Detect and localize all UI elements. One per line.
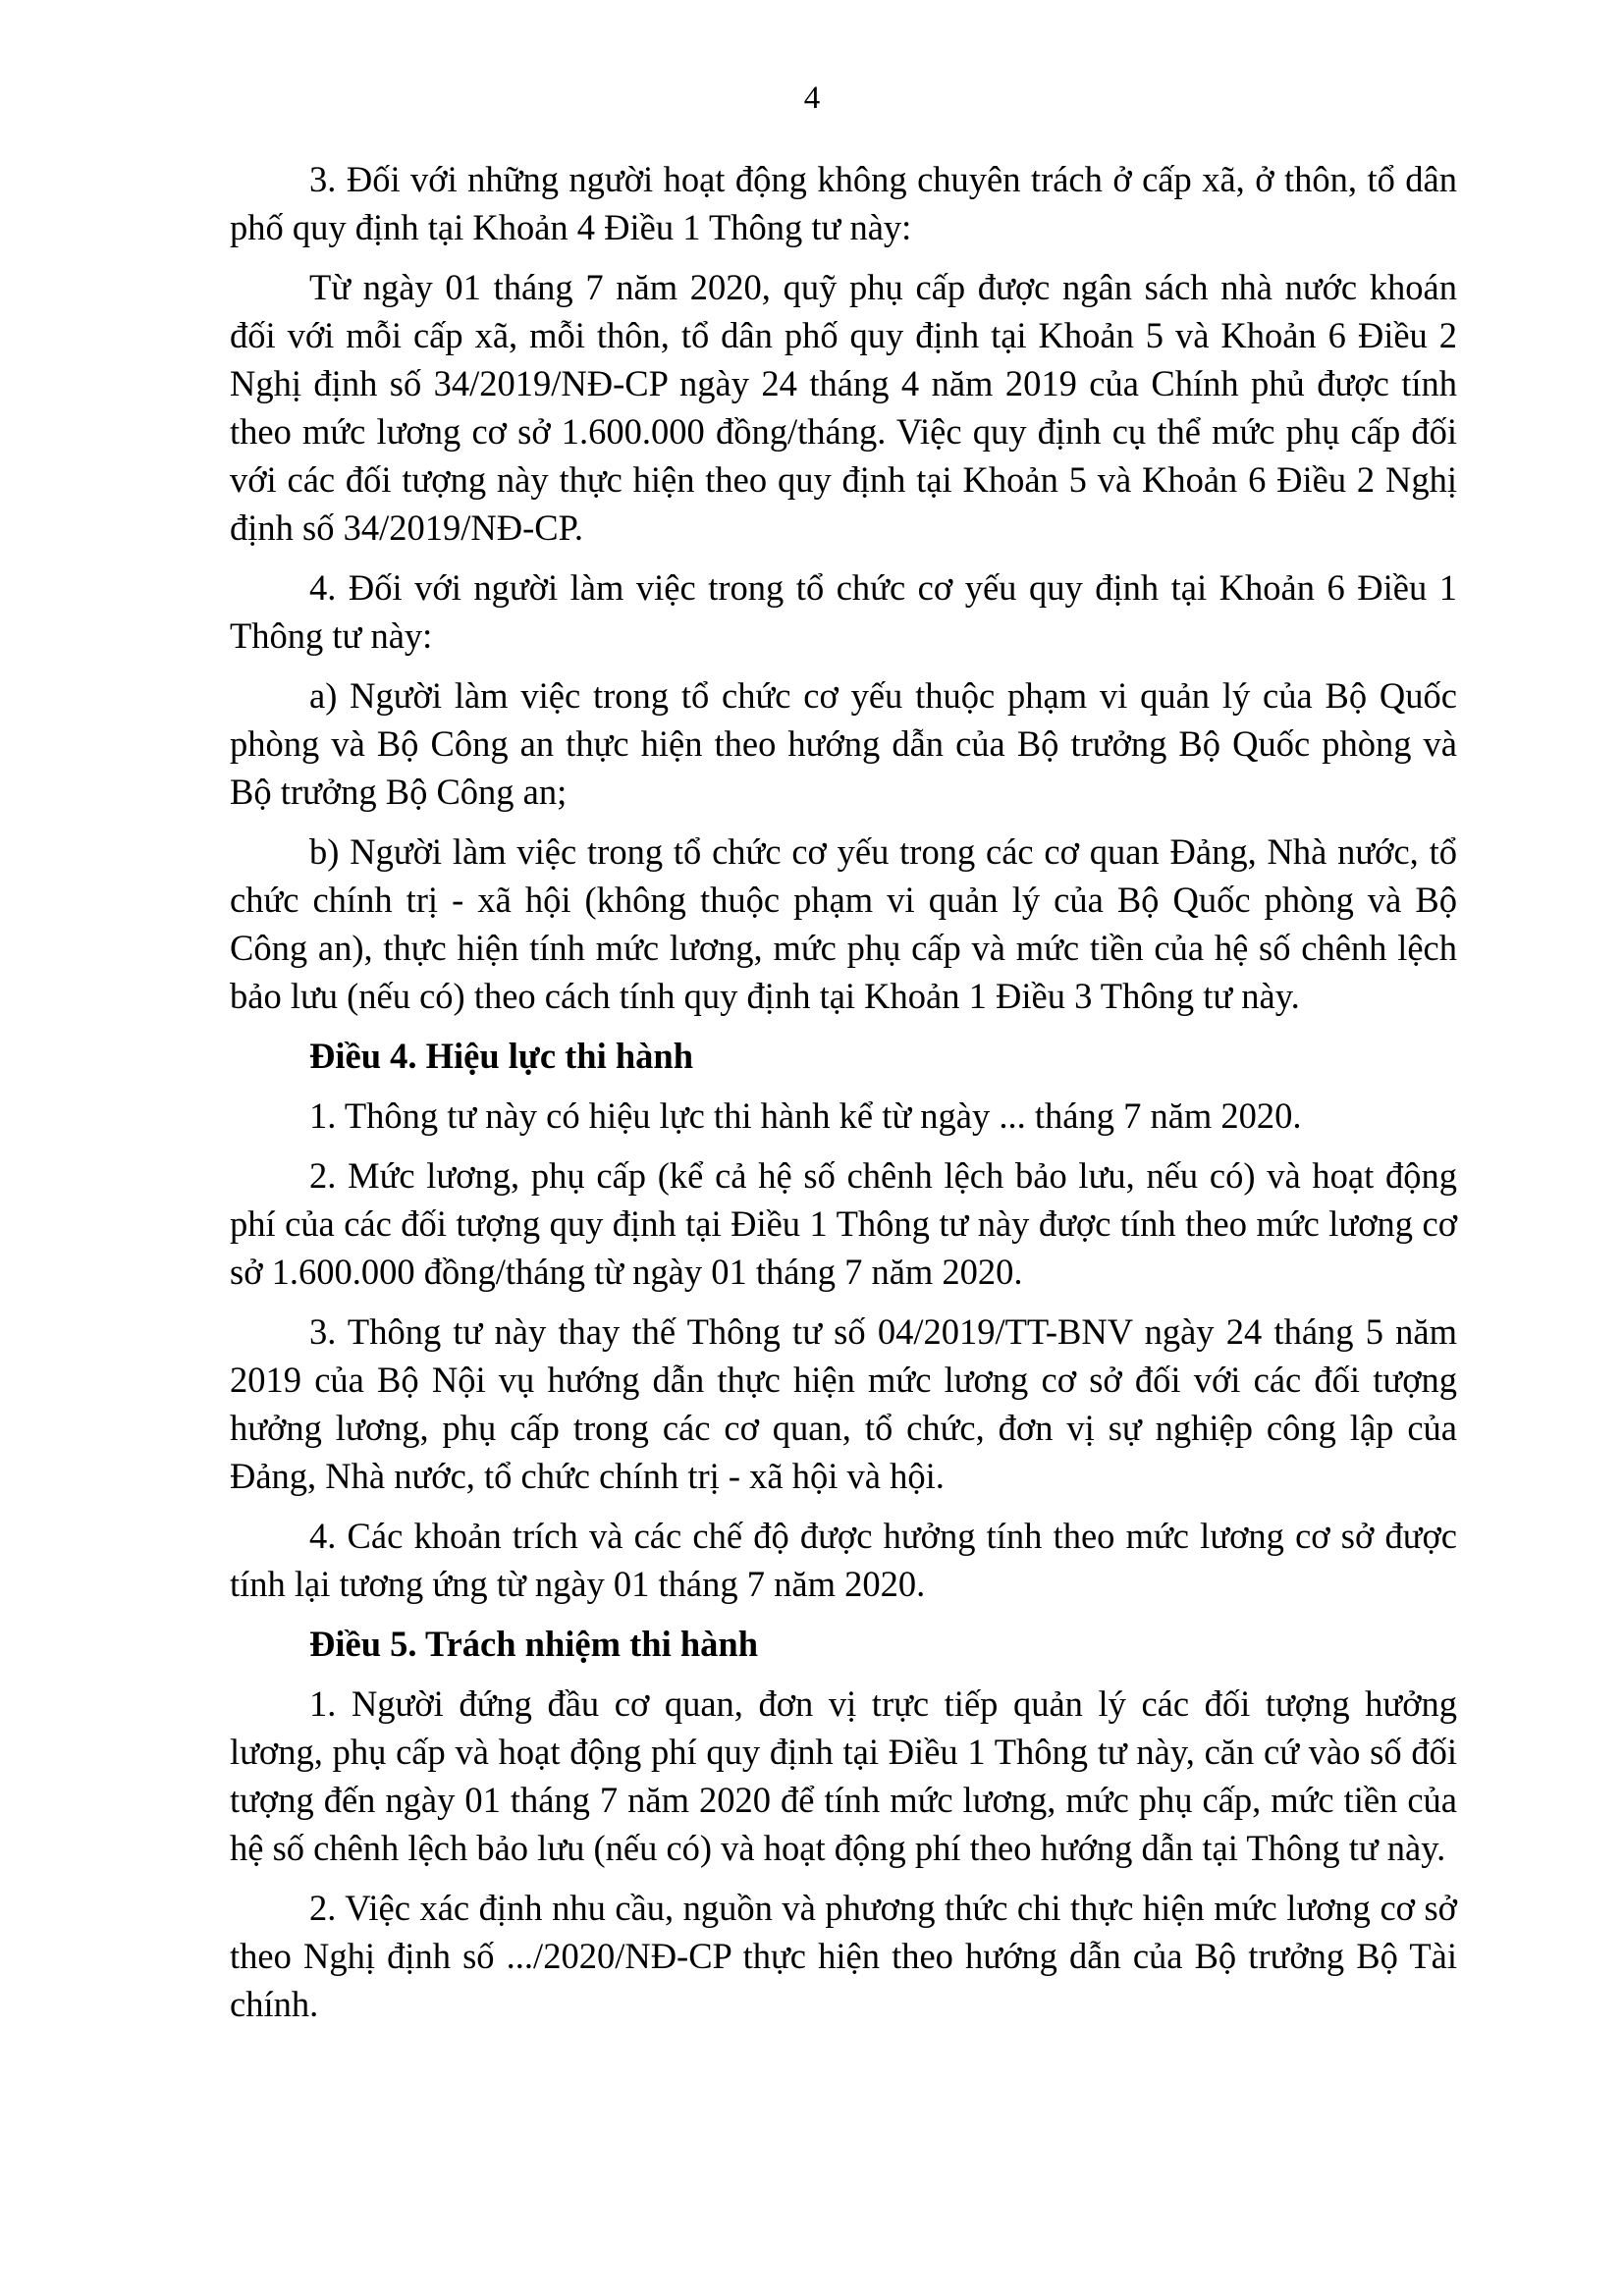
paragraph-allowance-fund: Từ ngày 01 tháng 7 năm 2020, quỹ phụ cấp được ngân sách nhà nước khoán đối với mỗi cấp xã, mỗi thôn, tổ dân phố quy định tại Khoản 5 và Khoản 6 Điều 2 Nghị định số 34/2019/NĐ-CP ngày 24 tháng 4 năm 2019 của Chính phủ được tính theo mức lương cơ sở 1.600.000 đồng/tháng. Việc quy định cụ thể mức phụ cấp đối với các đối tượng này thực hiện theo quy định tại Khoản 5 và Khoản 6 Điều 2 Nghị định số 34/2019/NĐ-CP.	[230, 267, 1457, 548]
paragraph-4b: b) Người làm việc trong tổ chức cơ yếu trong các cơ quan Đảng, Nhà nước, tổ chức chính trị - xã hội (không thuộc phạm vi quản lý của Bộ Quốc phòng và Bộ Công an), thực hiện tính mức lương, mức phụ cấp và mức tiền của hệ số chênh lệch bảo lưu (nếu có) theo cách tính quy định tại Khoản 1 Điều 3 Thông tư này.	[230, 831, 1457, 1016]
paragraph-3-non-specialized-workers: 3. Đối với những người hoạt động không chuyên trách ở cấp xã, ở thôn, tổ dân phố quy định tại Khoản 4 Điều 1 Thông tư này:	[230, 159, 1457, 247]
article-4-clause-2: 2. Mức lương, phụ cấp (kể cả hệ số chênh lệch bảo lưu, nếu có) và hoạt động phí của các đối tượng quy định tại Điều 1 Thông tư này được tính theo mức lương cơ sở 1.600.000 đồng/tháng từ ngày 01 tháng 7 năm 2020.	[230, 1155, 1457, 1292]
page-number: 4	[803, 80, 821, 116]
article-5-heading: Điều 5. Trách nhiệm thi hành	[309, 1624, 759, 1664]
document-body	[230, 155, 1457, 2040]
article-4-clause-4: 4. Các khoản trích và các chế độ được hưởng tính theo mức lương cơ sở được tính lại tương ứng từ ngày 01 tháng 7 năm 2020.	[230, 1516, 1457, 1604]
article-4-heading: Điều 4. Hiệu lực thi hành	[309, 1036, 694, 1076]
article-4-clause-3: 3. Thông tư này thay thế Thông tư số 04/2019/TT-BNV ngày 24 tháng 5 năm 2019 của Bộ Nội vụ hướng dẫn thực hiện mức lương cơ sở đối với các đối tượng hưởng lương, phụ cấp trong các cơ quan, tổ chức, đơn vị sự nghiệp công lập của Đảng, Nhà nước, tổ chức chính trị - xã hội và hội.	[230, 1311, 1457, 1496]
paragraph-4-cipher-workers: 4. Đối với người làm việc trong tổ chức cơ yếu quy định tại Khoản 6 Điều 1 Thông tư này:	[230, 567, 1457, 656]
article-5-clause-2: 2. Việc xác định nhu cầu, nguồn và phương thức chi thực hiện mức lương cơ sở theo Nghị định số .../2020/NĐ-CP thực hiện theo hướng dẫn của Bộ trưởng Bộ Tài chính.	[230, 1888, 1457, 2024]
article-4-clause-1: 1. Thông tư này có hiệu lực thi hành kể từ ngày ... tháng 7 năm 2020.	[309, 1095, 1302, 1136]
article-5-clause-1: 1. Người đứng đầu cơ quan, đơn vị trực tiếp quản lý các đối tượng hưởng lương, phụ cấp và hoạt động phí quy định tại Điều 1 Thông tư này, căn cứ vào số đối tượng đến ngày 01 tháng 7 năm 2020 để tính mức lương, mức phụ cấp, mức tiền của hệ số chênh lệch bảo lưu (nếu có) và hoạt động phí theo hướng dẫn tại Thông tư này.	[230, 1683, 1457, 1868]
paragraph-4a: a) Người làm việc trong tổ chức cơ yếu thuộc phạm vi quản lý của Bộ Quốc phòng và Bộ Công an thực hiện theo hướng dẫn của Bộ trưởng Bộ Quốc phòng và Bộ trưởng Bộ Công an;	[230, 675, 1457, 812]
